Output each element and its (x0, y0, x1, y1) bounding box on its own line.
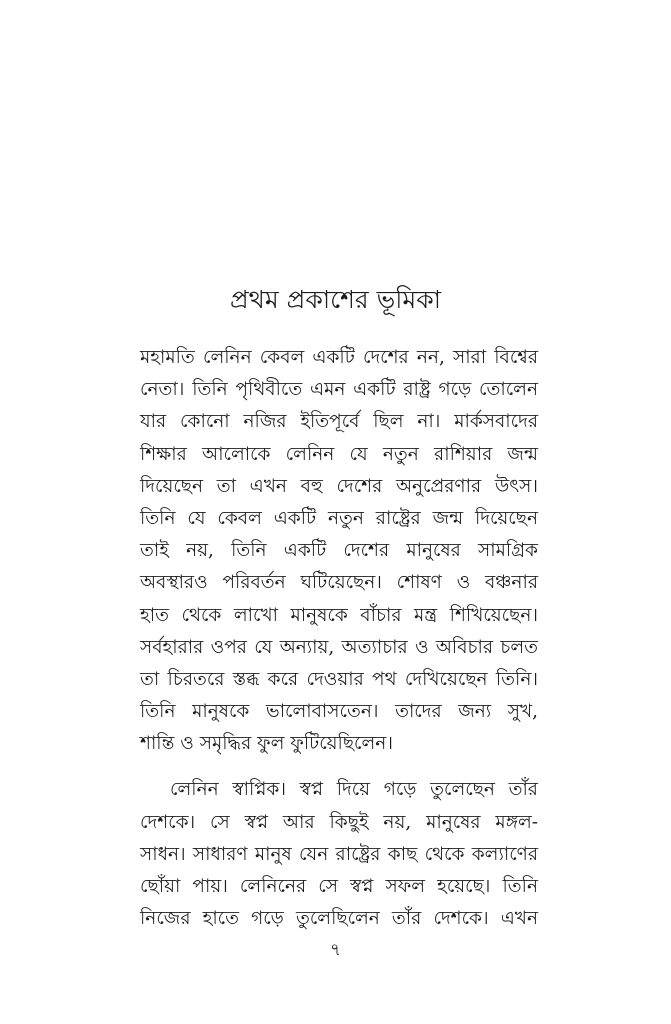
text-line: দিয়েছেন তা এখন বহু দেশের অনুপ্রেরণার উৎস। (140, 475, 538, 497)
section-heading: প্রথম প্রকাশের ভূমিকা (229, 285, 442, 314)
text-line: তা চিরতরে স্তব্ধ করে দেওয়ার পথ দেখিয়েছেন তিনি। (140, 668, 538, 690)
text-line: মহামতি লেনিন কেবল একটি দেশের নন, সারা বিশ্বের (140, 347, 538, 368)
text-line: তিনি মানুষকে ভালোবাসতেন। তাদের জন্য সুখ, (140, 701, 538, 723)
paragraph-1 (140, 342, 538, 760)
text-line: দেশকে। সে স্বপ্ন আর কিছুই নয়, মানুষের মঙ্গল- (140, 811, 538, 833)
text-line: তিনি যে কেবল একটি নতুন রাষ্ট্রের জন্ম দিয়েছেন (140, 507, 538, 529)
text-line: অবস্থারও পরিবর্তন ঘটিয়েছেন। শোষণ ও বঞ্চনার (140, 572, 538, 594)
body-text (140, 342, 538, 935)
text-line: নিজের হাতে গড়ে তুলেছিলেন তাঁর দেশকে। এখন (140, 908, 538, 930)
text-line: হাত থেকে লাখো মানুষকে বাঁচার মন্ত্র শিখিয়েছেন। (140, 604, 538, 626)
text-line: তাই নয়, তিনি একটি দেশের মানুষের সামগ্রিক (140, 540, 538, 562)
text-line: লেনিন স্বাপ্নিক। স্বপ্ন দিয়ে গড়ে তুলেছেন তাঁর (170, 779, 538, 801)
text-line: সাধন। সাধারণ মানুষ যেন রাষ্ট্রের কাছ থেকে কল্যাণের (140, 843, 538, 865)
text-line: শিক্ষার আলোকে লেনিন যে নতুন রাশিয়ার জন্ম (140, 443, 538, 465)
text-line: নেতা। তিনি পৃথিবীতে এমন একটি রাষ্ট্র গড়ে তোলেন (140, 379, 538, 401)
page-number: ৭ (329, 940, 342, 960)
text-line: যার কোনো নজির ইতিপূর্বে ছিল না। মার্কসবাদের (140, 411, 538, 433)
paragraph-2 (140, 774, 538, 935)
text-line: শান্তি ও সমৃদ্ধির ফুল ফুটিয়েছিলেন। (140, 733, 393, 755)
text-line: সর্বহারার ওপর যে অন্যায়, অত্যাচার ও অবিচার চলত (140, 636, 538, 658)
text-line: ছোঁয়া পায়। লেনিনের সে স্বপ্ন সফল হয়েছে। তিনি (140, 876, 538, 897)
